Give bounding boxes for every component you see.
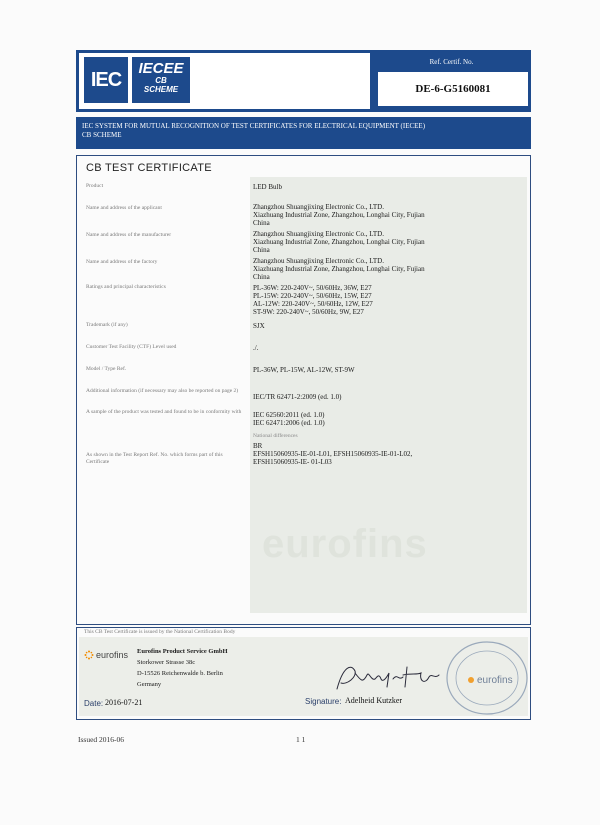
label-ctf-level: Customer Test Facility (CTF) Level used (86, 344, 177, 350)
value-model (253, 366, 355, 374)
value-line: LED Bulb (253, 183, 282, 191)
eurofins-logo (84, 650, 128, 660)
system-banner (76, 117, 531, 149)
value-line: ./. (253, 344, 259, 352)
value-line: EFSH15060935-IE-01-L01, EFSH15060935-IE-01-L02, (253, 450, 413, 458)
iec-logo: IEC (84, 57, 128, 103)
value-line: AL-12W: 220-240V~, 50/60Hz, 12W, E27 (253, 300, 373, 308)
label-trademark: Trademark (if any) (86, 322, 128, 328)
national-differences-label: National differences (253, 433, 298, 439)
footer-issued: Issued 2016-06 (78, 735, 125, 744)
value-line: SJX (253, 322, 265, 330)
value-product (253, 183, 282, 191)
label-factory: Name and address of the factory (86, 259, 158, 265)
iecee-logo-text: IECEE (138, 60, 184, 77)
value-trademark (253, 322, 265, 330)
ref-certif-number: DE-6-G5160081 (378, 72, 528, 106)
value-line: PL-36W: 220-240V~, 50/60Hz, 36W, E27 (253, 284, 372, 292)
certification-stamp (445, 640, 529, 716)
value-line: Xiazhuang Industrial Zone, Zhangzhou, Longhai City, Fujian (253, 238, 425, 246)
ref-certif-label: Ref. Certif. No. (429, 58, 474, 66)
eurofins-logo-text: eurofins (96, 650, 129, 660)
signature-label: Signature: (305, 697, 342, 706)
value-manufacturer (253, 230, 425, 254)
value-line: PL-15W: 220-240V~, 50/60Hz, 15W, E27 (253, 292, 372, 300)
system-line-2: CB SCHEME (82, 131, 122, 139)
issuer-city: D-15526 Reichenwalde b. Berlin (137, 670, 223, 677)
label-additional-info: Additional information (if necessary may also be reported on page 2) (86, 388, 239, 394)
certificate-title: CB TEST CERTIFICATE (86, 162, 212, 174)
value-line: ST-9W: 220-240V~, 50/60Hz, 9W, E27 (253, 308, 364, 316)
value-line: Zhangzhou Shuangjixing Electronic Co., LTD. (253, 230, 384, 238)
issued-by-note: This CB Test Certificate is issued by the National Certification Body (84, 629, 236, 635)
value-line: Xiazhuang Industrial Zone, Zhangzhou, Longhai City, Fujian (253, 211, 425, 219)
value-line: EFSH15060935-IE- 01-L03 (253, 458, 332, 466)
value-line: IEC 62560:2011 (ed. 1.0) (253, 411, 325, 419)
label-conformity: A sample of the product was tested and found to be in conformity with (86, 409, 242, 415)
footer-page: 1 1 (296, 735, 306, 744)
value-line: IEC/TR 62471-2:2009 (ed. 1.0) (253, 393, 342, 401)
value-ctf-level (253, 344, 258, 352)
label-applicant: Name and address of the applicant (86, 205, 162, 211)
iecee-logo-scheme: SCHEME (143, 85, 179, 94)
value-line: Zhangzhou Shuangjixing Electronic Co., LTD. (253, 257, 384, 265)
label-product: Product (86, 183, 104, 189)
handwritten-signature (333, 661, 443, 695)
label-manufacturer: Name and address of the manufacturer (86, 232, 172, 238)
issuer-street: Storkower Strasse 38c (137, 659, 196, 666)
date-label: Date: (84, 699, 104, 708)
stamp-text: eurofins (477, 675, 513, 686)
issuer-name: Eurofins Product Service GmbH (137, 648, 228, 655)
value-conformity (253, 411, 325, 427)
eurofins-watermark: eurofins (262, 522, 428, 566)
label-test-report: As shown in the Test Report Ref. No. which forms part of this Certificate (86, 452, 223, 465)
signature-name: Adelheid Kutzker (345, 696, 403, 705)
value-line: BR (253, 442, 263, 450)
value-test-report (253, 442, 412, 466)
value-line: China (253, 273, 270, 281)
value-additional-info (253, 393, 341, 401)
date-value: 2016-07-21 (105, 698, 143, 707)
value-line: China (253, 219, 270, 227)
iecee-logo (132, 57, 190, 103)
value-line: China (253, 246, 270, 254)
issuer-country: Germany (137, 681, 162, 688)
label-ratings: Ratings and principal characteristics (86, 284, 166, 290)
value-line: Zhangzhou Shuangjixing Electronic Co., LTD. (253, 203, 384, 211)
value-line: IEC 62471:2006 (ed. 1.0) (253, 419, 325, 427)
system-line-1: IEC SYSTEM FOR MUTUAL RECOGNITION OF TEST CERTIFICATES FOR ELECTRICAL EQUIPMENT (IECEE) (82, 122, 426, 130)
value-ratings (253, 284, 373, 316)
value-line: PL-36W, PL-15W, AL-12W, ST-9W (253, 366, 355, 374)
value-factory (253, 257, 425, 281)
eurofins-logo-icon (84, 650, 94, 660)
iecee-logo-cb: CB (155, 76, 167, 85)
value-line: Xiazhuang Industrial Zone, Zhangzhou, Longhai City, Fujian (253, 265, 425, 273)
label-model: Model / Type Ref. (86, 366, 127, 372)
value-applicant (253, 203, 425, 227)
